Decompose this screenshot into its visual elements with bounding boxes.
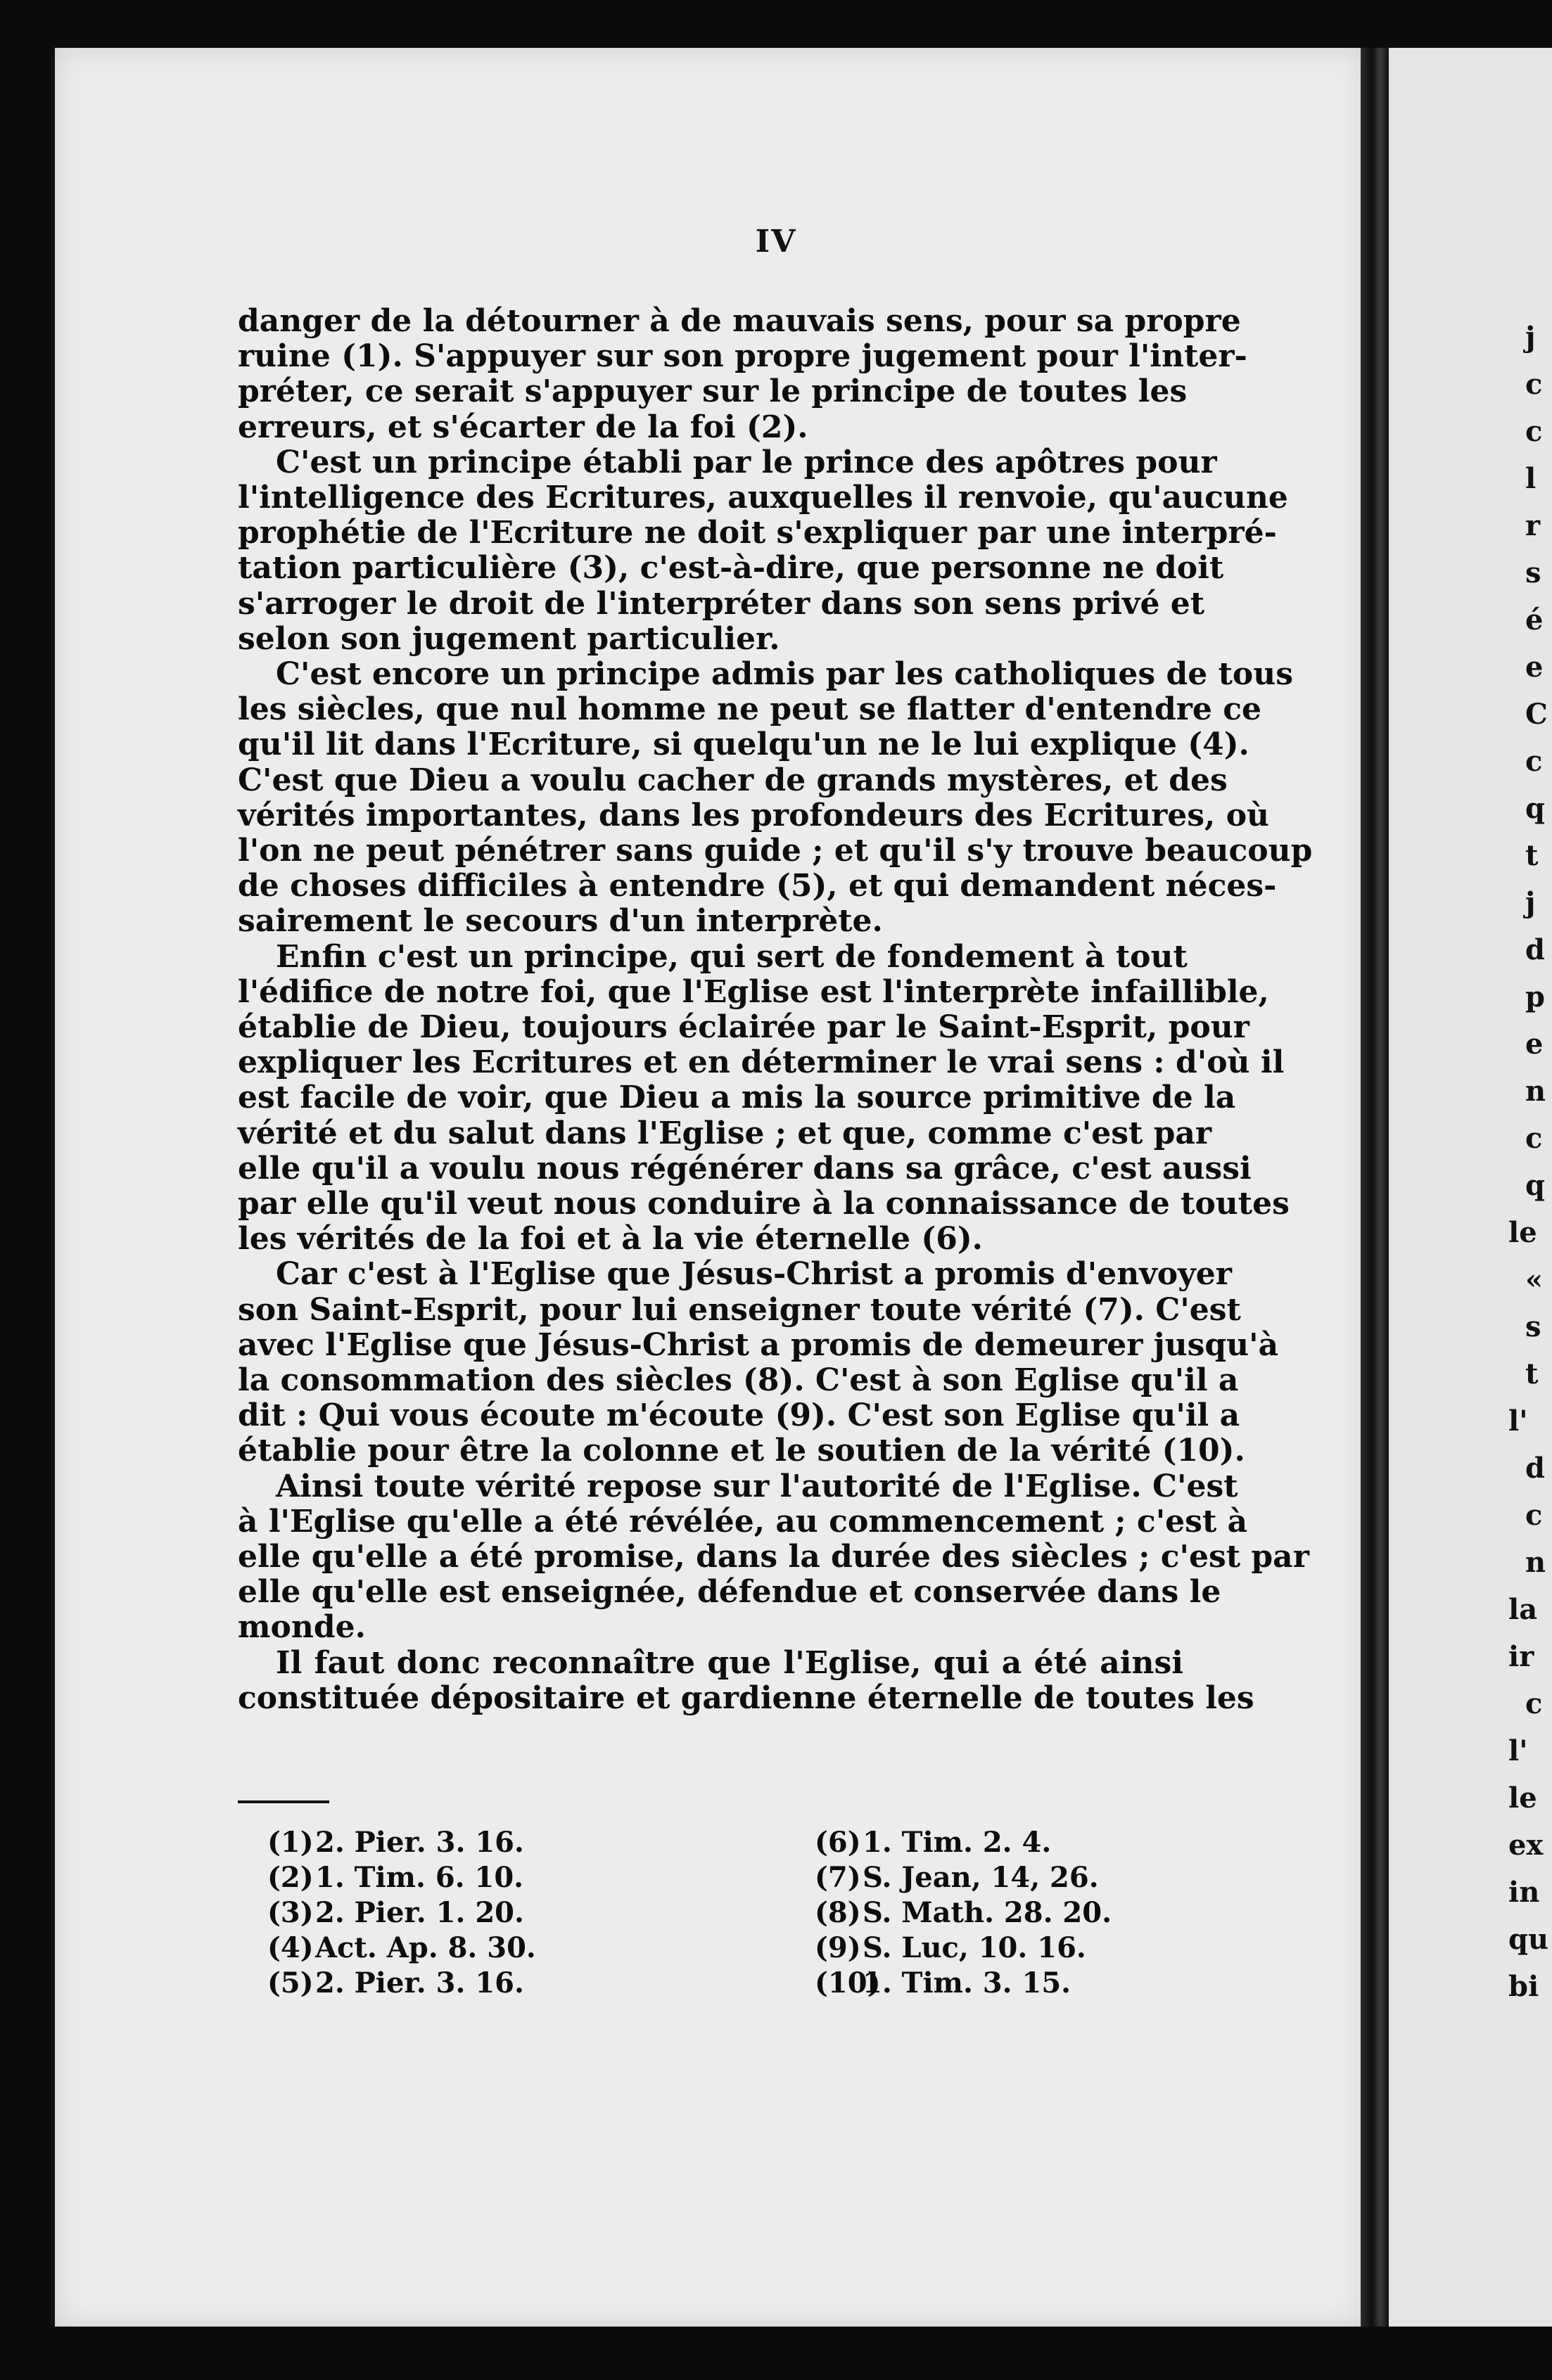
text-line: dit : Qui vous écoute m'écoute (9). C'est son Eglise qu'il a (238, 1397, 1240, 1433)
footnote-reference: Act. Ap. 8. 30. (315, 1931, 536, 1964)
text-line: préter, ce serait s'appuyer sur le principe de toutes les (238, 373, 1188, 409)
footnote-reference: 1. Tim. 3. 15. (863, 1966, 1071, 2000)
adjacent-page-fragment: p (1525, 980, 1545, 1013)
adjacent-page-fragment: bi (1508, 1970, 1539, 2003)
adjacent-page-fragment: c (1525, 745, 1543, 778)
footnote-number: (8) (815, 1896, 861, 1929)
footnote-number: (4) (267, 1931, 314, 1964)
adjacent-page-fragment: l (1525, 462, 1537, 495)
footnote-number: (3) (267, 1896, 314, 1929)
text-line: Il faut donc reconnaître que l'Eglise, qui a été ainsi (276, 1645, 1183, 1681)
text-line: qu'il lit dans l'Ecriture, si quelqu'un ne le lui explique (4). (238, 727, 1249, 762)
adjacent-page-fragment: l' (1508, 1734, 1528, 1767)
footnote (267, 1862, 523, 1893)
text-line: elle qu'elle a été promise, dans la durée des siècles ; c'est par (238, 1539, 1309, 1575)
text-line: C'est que Dieu a voulu cacher de grands mystères, et des (238, 762, 1228, 798)
adjacent-page-fragment: t (1525, 1357, 1539, 1390)
footnote (815, 1898, 1112, 1928)
adjacent-page-fragment: c (1525, 1687, 1543, 1720)
adjacent-page-fragment: q (1525, 792, 1545, 825)
adjacent-page-fragment: ir (1508, 1640, 1534, 1673)
text-line: expliquer les Ecritures et en déterminer le vrai sens : d'où il (238, 1044, 1285, 1080)
text-line: l'intelligence des Ecritures, auxquelles il renvoie, qu'aucune (238, 480, 1288, 516)
footnote-number: (1) (267, 1826, 314, 1859)
adjacent-page-fragment: in (1508, 1876, 1540, 1909)
adjacent-page-fragment: c (1525, 368, 1543, 401)
footnote-reference: S. Luc, 10. 16. (863, 1931, 1086, 1964)
footnote (815, 1862, 1099, 1893)
text-line: avec l'Eglise que Jésus-Christ a promis de demeurer jusqu'à (238, 1327, 1279, 1363)
footnote (267, 1933, 536, 1964)
text-line: s'arroger le droit de l'interpréter dans son sens privé et (238, 586, 1205, 622)
adjacent-page-fragment: r (1525, 509, 1541, 542)
text-line: est facile de voir, que Dieu a mis la source primitive de la (238, 1080, 1236, 1115)
footnote (815, 1968, 1071, 1999)
adjacent-page-fragment: j (1525, 886, 1536, 919)
footnote-reference: 1. Tim. 6. 10. (315, 1861, 524, 1894)
adjacent-page-fragment: e (1525, 1028, 1544, 1061)
text-line: elle qu'elle est enseignée, défendue et conservée dans le (238, 1574, 1221, 1610)
text-line: vérités importantes, dans les profondeurs des Ecritures, où (238, 798, 1270, 833)
adjacent-page-fragment: n (1525, 1546, 1546, 1579)
adjacent-page-fragment: le (1508, 1781, 1537, 1815)
text-line: à l'Eglise qu'elle a été révélée, au commencement ; c'est à (238, 1504, 1248, 1540)
text-line: de choses difficiles à entendre (5), et qui demandent néces- (238, 868, 1277, 904)
adjacent-page-fragment: « (1525, 1263, 1543, 1296)
text-line: Car c'est à l'Eglise que Jésus-Christ a promis d'envoyer (276, 1256, 1232, 1292)
footnote-number: (2) (267, 1861, 314, 1894)
adjacent-page-fragment: e (1525, 651, 1544, 684)
page-number: IV (755, 224, 797, 260)
footnote (267, 1898, 524, 1928)
footnote-reference: S. Math. 28. 20. (863, 1896, 1112, 1929)
book-gutter (1361, 48, 1389, 2327)
text-line: son Saint-Esprit, pour lui enseigner toute vérité (7). C'est (238, 1292, 1241, 1328)
text-line: les vérités de la foi et à la vie éternelle (6). (238, 1221, 983, 1257)
footnote-reference: S. Jean, 14, 26. (863, 1861, 1099, 1894)
adjacent-page-fragment: ex (1508, 1829, 1544, 1862)
text-line: prophétie de l'Ecriture ne doit s'expliquer par une interpré- (238, 515, 1277, 551)
text-line: elle qu'il a voulu nous régénérer dans sa grâce, c'est aussi (238, 1151, 1252, 1186)
adjacent-page-fragment: q (1525, 1169, 1545, 1202)
footnote-number: (7) (815, 1861, 861, 1894)
text-line: Enfin c'est un principe, qui sert de fondement à tout (276, 939, 1188, 975)
footnote-number: (5) (267, 1966, 314, 2000)
text-line: monde. (238, 1609, 366, 1645)
text-line: erreurs, et s'écarter de la foi (2). (238, 409, 808, 445)
adjacent-page-fragment: c (1525, 415, 1543, 448)
text-line: vérité et du salut dans l'Eglise ; et que, comme c'est par (238, 1115, 1212, 1151)
adjacent-page-fragment: n (1525, 1075, 1546, 1108)
text-line: par elle qu'il veut nous conduire à la connaissance de toutes (238, 1186, 1290, 1222)
text-line: établie de Dieu, toujours éclairée par le Saint-Esprit, pour (238, 1009, 1249, 1045)
adjacent-page-fragment: é (1525, 603, 1544, 636)
footnote-reference: 2. Pier. 1. 20. (315, 1896, 524, 1929)
adjacent-page-fragment: j (1525, 321, 1536, 354)
text-line: les siècles, que nul homme ne peut se flatter d'entendre ce (238, 691, 1262, 727)
adjacent-page-fragment: s (1525, 1310, 1541, 1343)
text-line: l'édifice de notre foi, que l'Eglise est l'interprète infaillible, (238, 974, 1269, 1010)
footnote-reference: 2. Pier. 3. 16. (315, 1826, 524, 1859)
adjacent-page-fragment: d (1525, 1452, 1545, 1485)
footnote-reference: 1. Tim. 2. 4. (863, 1826, 1052, 1859)
adjacent-page-fragment: s (1525, 556, 1541, 589)
text-line: ruine (1). S'appuyer sur son propre jugement pour l'inter- (238, 338, 1247, 374)
adjacent-page-fragment: le (1508, 1216, 1537, 1249)
adjacent-page-fragment: d (1525, 933, 1545, 966)
text-line: tation particulière (3), c'est-à-dire, que personne ne doit (238, 550, 1224, 586)
adjacent-page-fragment: la (1508, 1593, 1538, 1626)
footnote-reference: 2. Pier. 3. 16. (315, 1966, 524, 2000)
footnote (815, 1827, 1051, 1858)
text-line: l'on ne peut pénétrer sans guide ; et qu'il s'y trouve beaucoup (238, 833, 1313, 869)
text-line: sairement le secours d'un interprète. (238, 903, 883, 939)
adjacent-page-fragment: c (1525, 1122, 1543, 1155)
adjacent-page-fragment: qu (1508, 1923, 1549, 1956)
adjacent-page-fragment: C (1525, 698, 1548, 731)
footnote (815, 1933, 1086, 1964)
footnote (267, 1827, 524, 1858)
text-line: Ainsi toute vérité repose sur l'autorité de l'Eglise. C'est (276, 1469, 1238, 1504)
text-line: C'est un principe établi par le prince des apôtres pour (276, 444, 1217, 480)
footnote-number: (10) (815, 1966, 881, 2000)
footnote-number: (9) (815, 1931, 861, 1964)
footnote-rule (238, 1800, 329, 1803)
text-line: selon son jugement particulier. (238, 621, 780, 657)
footnote (267, 1968, 524, 1999)
text-line: C'est encore un principe admis par les catholiques de tous (276, 656, 1294, 692)
adjacent-page-fragment: l' (1508, 1405, 1528, 1438)
text-line: danger de la détourner à de mauvais sens, pour sa propre (238, 303, 1241, 339)
adjacent-page-fragment: c (1525, 1499, 1543, 1532)
adjacent-page-fragment: t (1525, 839, 1539, 872)
text-line: constituée dépositaire et gardienne éternelle de toutes les (238, 1680, 1254, 1716)
text-line: la consommation des siècles (8). C'est à son Eglise qu'il a (238, 1362, 1239, 1398)
footnote-number: (6) (815, 1826, 861, 1859)
text-line: établie pour être la colonne et le soutien de la vérité (10). (238, 1433, 1245, 1469)
